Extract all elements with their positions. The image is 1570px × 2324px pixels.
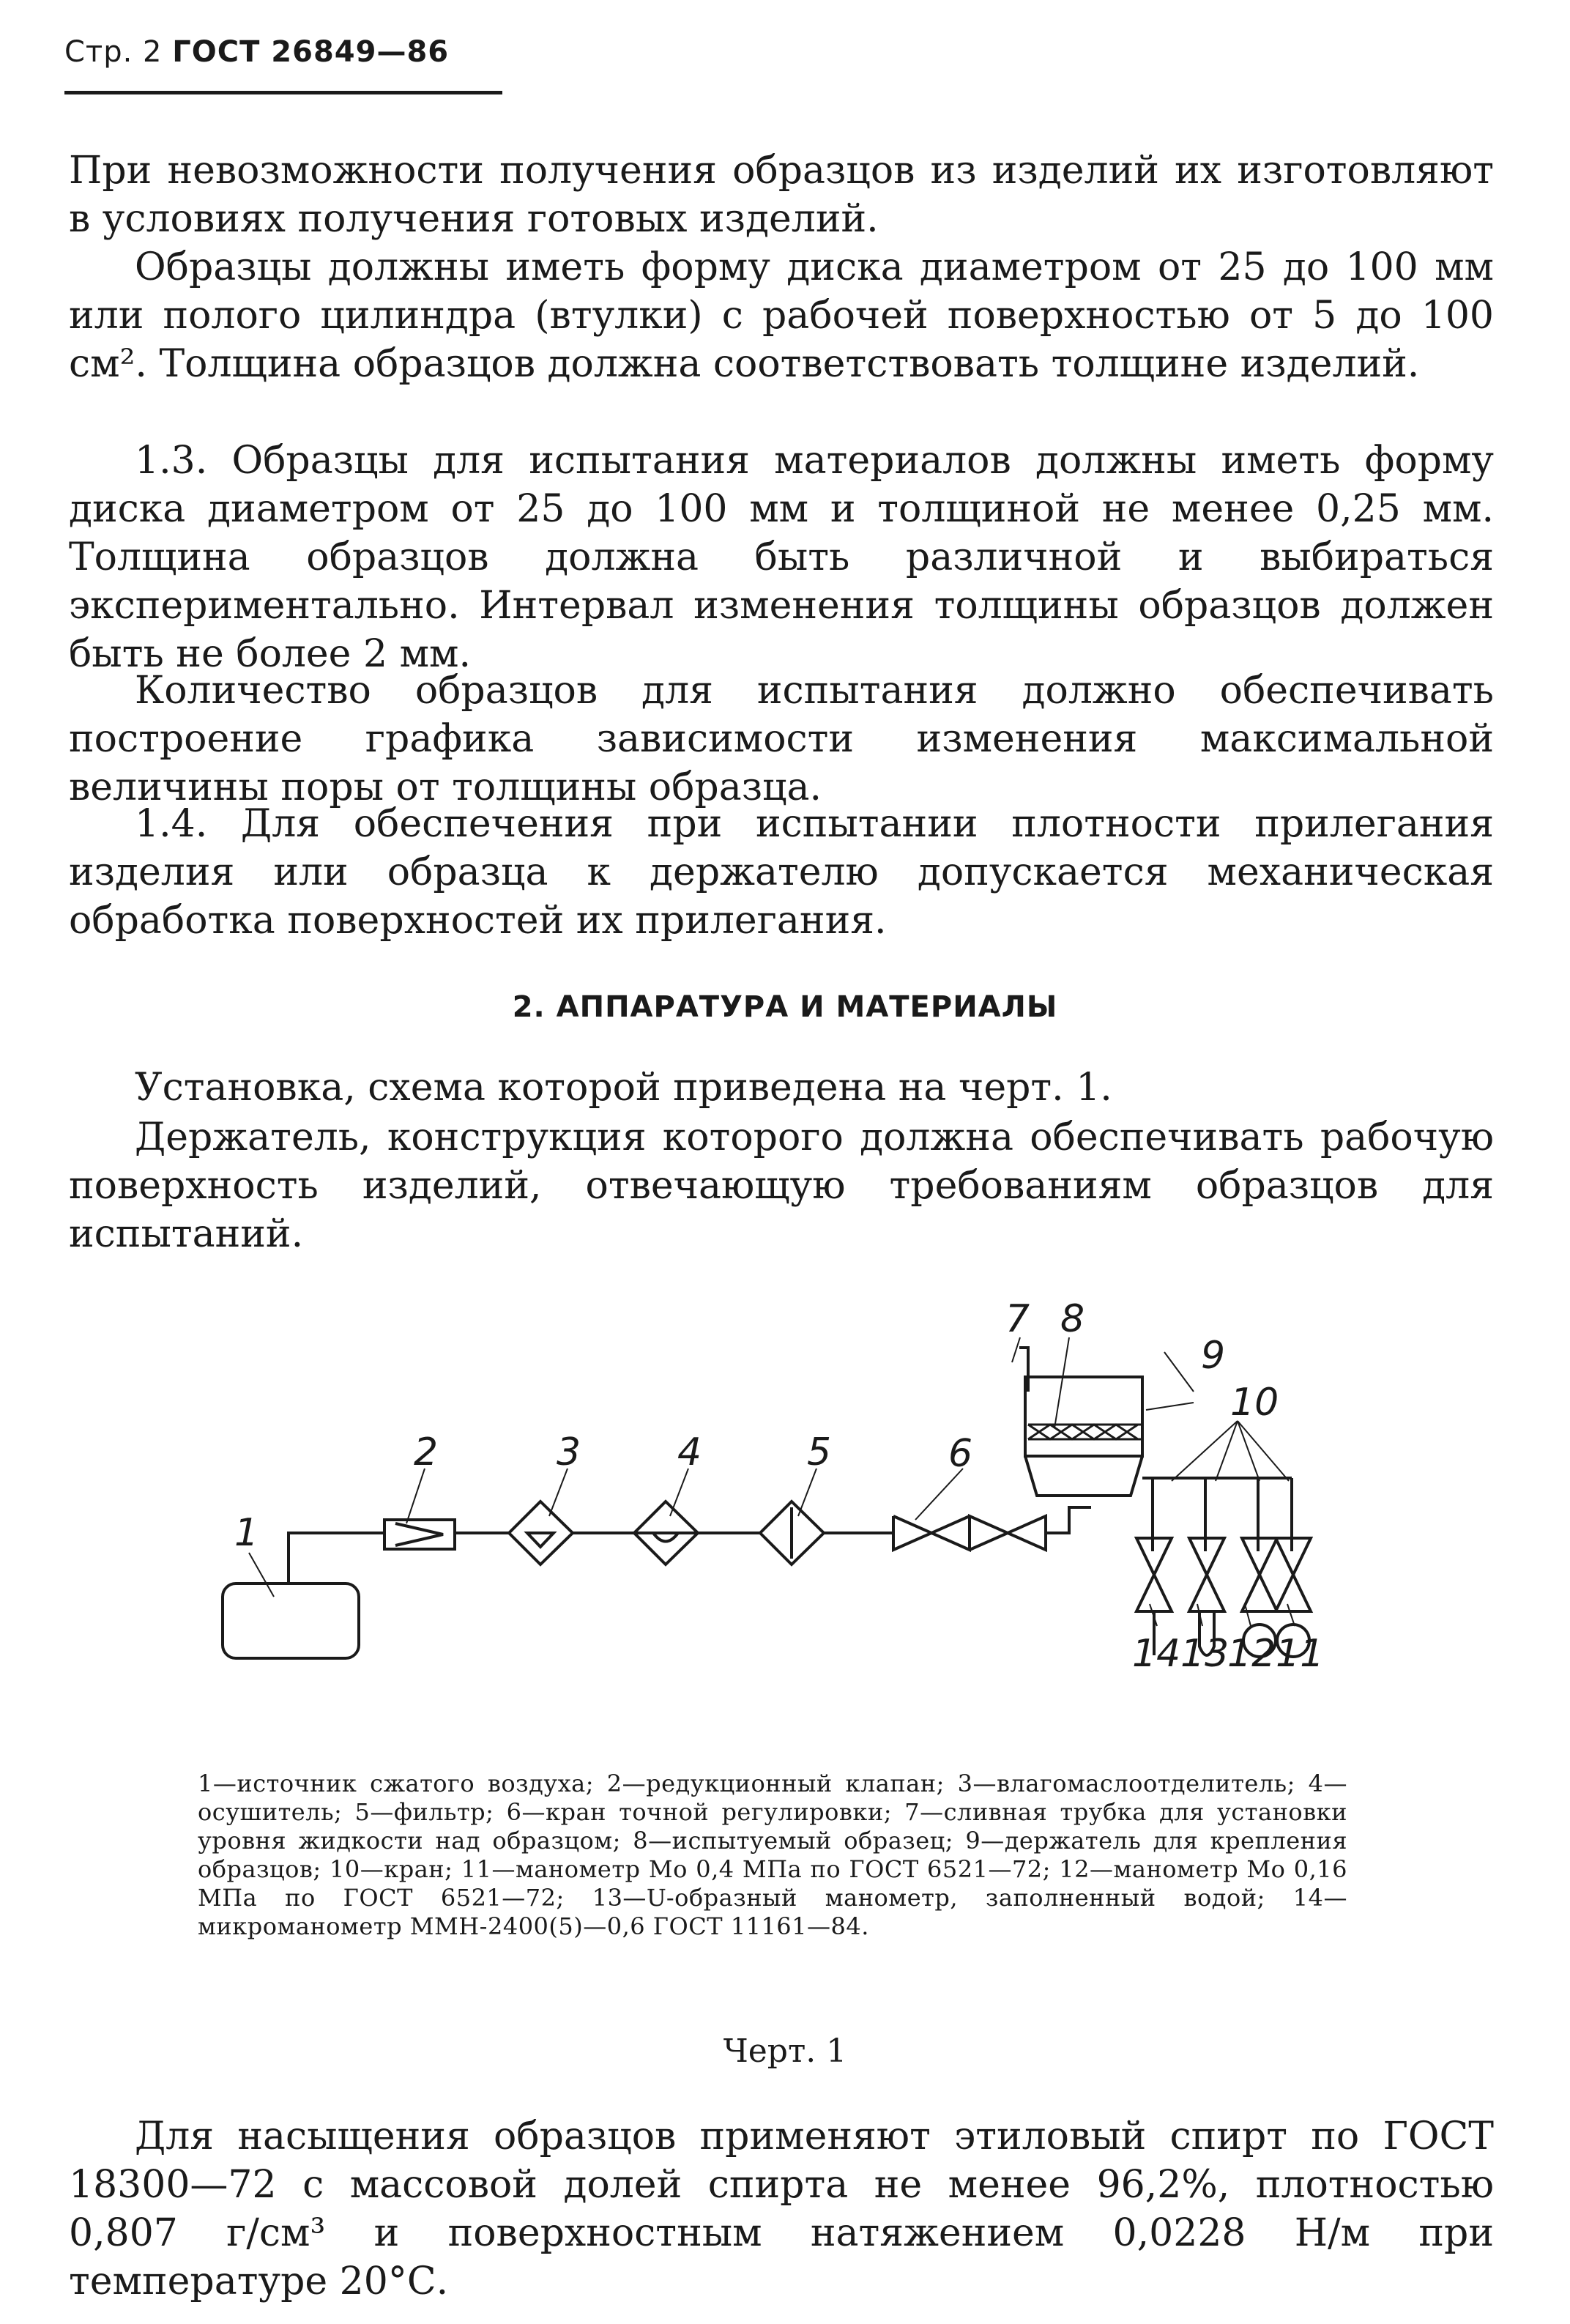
leader-3 xyxy=(549,1469,568,1516)
sample-hatch xyxy=(1028,1425,1142,1439)
paragraph-1: При невозможности получения образцов из изделий их изготовляют в условиях получения готовых изделий. xyxy=(69,149,1494,241)
schematic-diagram xyxy=(205,1274,1377,1685)
pipe-vertical xyxy=(289,1533,384,1584)
label-1: 1 xyxy=(234,1511,259,1555)
paragraph-1-4: 1.4. Для обеспечения при испытании плотности прилегания изделия или образца к держателю допускается механическая обработка поверхностей их прилегания. xyxy=(69,802,1494,943)
leader-1 xyxy=(249,1553,274,1597)
fine-valve xyxy=(893,1516,1046,1550)
leader-6 xyxy=(915,1469,963,1520)
section-paragraph-1: Установка, схема которой приведена на черт. 1. xyxy=(135,1066,1112,1110)
leader-10 xyxy=(1172,1421,1289,1481)
label-5: 5 xyxy=(807,1430,832,1474)
separator-mark xyxy=(527,1533,554,1547)
label-11: 11 xyxy=(1276,1632,1325,1676)
holder xyxy=(1025,1377,1142,1496)
output-pipe xyxy=(1142,1478,1292,1551)
label-14: 14 xyxy=(1132,1632,1181,1676)
label-7: 7 xyxy=(1005,1297,1030,1341)
leader-7 xyxy=(1012,1337,1020,1362)
label-12: 12 xyxy=(1227,1632,1276,1676)
reduction-valve-mark xyxy=(395,1523,443,1545)
reduction-valve xyxy=(384,1520,455,1549)
label-8: 8 xyxy=(1060,1297,1085,1341)
paragraph-4: Количество образцов для испытания должно обеспечивать построение графика зависимости изменения максимальной величины поры от толщины образца. xyxy=(69,669,1494,809)
header-rule xyxy=(64,91,502,94)
leader-8 xyxy=(1054,1337,1069,1428)
label-10: 10 xyxy=(1230,1381,1279,1425)
standard-code: ГОСТ 26849—86 xyxy=(172,35,450,69)
leader-9 xyxy=(1146,1352,1194,1410)
label-6: 6 xyxy=(948,1432,973,1476)
section-title: 2. АППАРАТУРА И МАТЕРИАЛЫ xyxy=(512,990,1058,1024)
paragraph-1-3: 1.3. Образцы для испытания материалов должны иметь форму диска диаметром от 25 до 100 мм и толщиной не менее 0,25 мм. Толщина образцов должна быть различной и выбираться экспериментально. Интервал изменения толщины образцов должен быть не более 2 мм. xyxy=(69,439,1494,676)
page-number: Стр. 2 xyxy=(64,35,163,69)
label-13: 13 xyxy=(1180,1632,1229,1676)
label-9: 9 xyxy=(1201,1334,1226,1378)
paragraph-2: Образцы должны иметь форму диска диаметром от 25 до 100 мм или полого цилиндра (втулки) с рабочей поверхностью от 5 до 100 см². Толщина образцов должна соответствовать толщине изделий. xyxy=(69,245,1494,386)
section-paragraph-2: Держатель, конструкция которого должна обеспечивать рабочую поверхность изделий, отвечающую требованиям образцов для испытаний. xyxy=(69,1115,1494,1256)
label-4: 4 xyxy=(677,1430,702,1474)
dryer-mark xyxy=(634,1533,698,1542)
label-3: 3 xyxy=(557,1430,581,1474)
figure-caption: 1—источник сжатого воздуха; 2—редукционный клапан; 3—влагомаслоотделитель; 4—осушитель; 5—фильтр; 6—кран точной регулировки; 7—сливная трубка для установки уровня жидкости над образцом; 8—испытуемый образец; 9—держатель для крепления образцов; 10—кран; 11—манометр Мо 0,4 МПа по ГОСТ 6521—72; 12—манометр Мо 0,16 МПа по ГОСТ 6521—72; 13—U-образный манометр, заполненный водой; 14—микроманометр ММН-2400(5)—0,6 ГОСТ 11161—84. xyxy=(198,1770,1347,1940)
page-header xyxy=(64,35,449,69)
air-source xyxy=(223,1584,359,1658)
leader-4 xyxy=(670,1469,688,1516)
label-2: 2 xyxy=(414,1430,439,1474)
figure-title: Черт. 1 xyxy=(723,2032,847,2070)
final-paragraph: Для насыщения образцов применяют этиловый спирт по ГОСТ 18300—72 с массовой долей спирта не менее 96,2%, плотностью 0,807 г/см³ и поверхностным натяжением 0,0228 Н/м при температуре 20°С. xyxy=(69,2115,1494,2303)
leader-2 xyxy=(406,1469,425,1523)
leader-5 xyxy=(798,1469,816,1516)
